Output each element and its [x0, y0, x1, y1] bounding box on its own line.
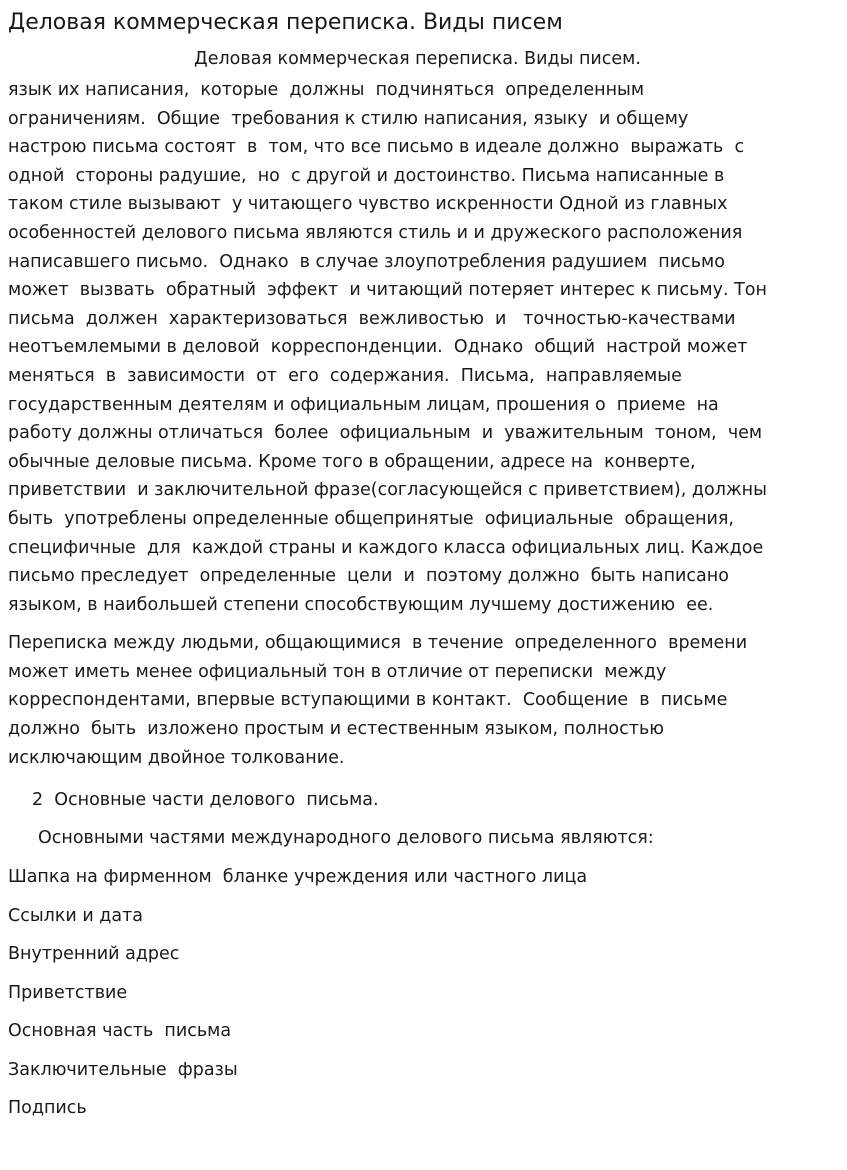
section-heading: 2 Основные части делового письма. [32, 790, 379, 811]
list-item: Ссылки и дата [8, 905, 144, 926]
text-line: может вызвать обратный эффект и читающий потеряет интерес к письму. Тон [8, 280, 767, 301]
page-title: Деловая коммерческая переписка. Виды писем [8, 10, 563, 35]
list-item: Основная часть письма [8, 1021, 232, 1042]
text-line: языком, в наибольшей степени способствующим лучшему достижению ее. [8, 594, 714, 615]
text-line: быть употреблены определенные общепринятые официальные обращения, [8, 508, 734, 529]
document-subtitle: Деловая коммерческая переписка. Виды писем. [194, 49, 641, 69]
text-line: приветствии и заключительной фразе(согласующейся с приветствием), должны [8, 480, 767, 501]
text-line: Переписка между людьми, общающимися в течение определенного времени [8, 633, 748, 654]
list-item: Внутренний адрес [8, 944, 180, 965]
text-line: настрою письма состоят в том, что все письмо в идеале должно выражать с [8, 137, 745, 158]
text-line: таком стиле вызывают у читающего чувство искренности Одной из главных [8, 194, 728, 215]
text-line: неотъемлемыми в деловой корреспонденции. Однако общий настрой может [8, 337, 748, 358]
paragraph-correspondence [8, 629, 839, 772]
section-intro: Основными частями международного делового письма являются: [38, 828, 654, 849]
list-item: Заключительные фразы [8, 1059, 238, 1080]
paragraph-requirements [8, 76, 839, 619]
list-item: Приветствие [8, 982, 128, 1003]
text-line: может иметь менее официальный тон в отличие от переписки между [8, 661, 667, 682]
text-line: письма должен характеризоваться вежливостью и точностью-качествами [8, 308, 736, 329]
text-line: письмо преследует определенные цели и поэтому должно быть написано [8, 566, 729, 587]
text-line: исключающим двойное толкование. [8, 747, 345, 768]
text-line: обычные деловые письма. Кроме того в обращении, адресе на конверте, [8, 451, 696, 472]
list-item: Шапка на фирменном бланке учреждения или частного лица [8, 867, 588, 888]
text-line: государственным деятелям и официальным лицам, прошения о приеме на [8, 394, 719, 415]
text-line: корреспондентами, впервые вступающими в контакт. Сообщение в письме [8, 690, 728, 711]
text-line: одной стороны радушие, но с другой и достоинство. Письма написанные в [8, 165, 725, 186]
letter-parts-list [8, 866, 839, 1119]
list-item: Подпись [8, 1098, 87, 1119]
text-line: ограничениям. Общие требования к стилю написания, языку и общему [8, 108, 689, 129]
text-line: особенностей делового письма являются стиль и и дружеского расположения [8, 222, 743, 243]
text-line: работу должны отличаться более официальным и уважительным тоном, чем [8, 423, 763, 444]
text-line: должно быть изложено простым и естественным языком, полностью [8, 719, 664, 740]
text-line: меняться в зависимости от его содержания. Письма, направляемые [8, 365, 682, 386]
text-line: язык их написания, которые должны подчиняться определенным [8, 80, 645, 100]
text-line: написавшего письмо. Однако в случае злоупотребления радушием письмо [8, 251, 725, 272]
text-line: специфичные для каждой страны и каждого класса официальных лиц. Каждое [8, 537, 764, 558]
